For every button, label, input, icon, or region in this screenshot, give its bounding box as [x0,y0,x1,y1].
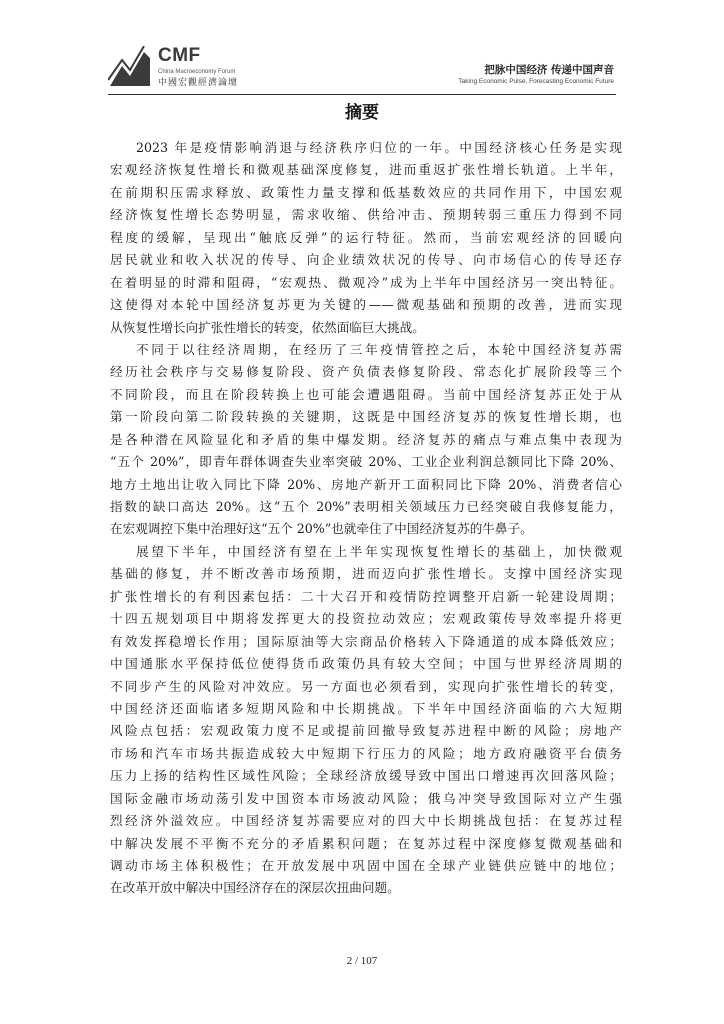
text-line: 扩张性增长的有利因素包括：二十大召开和疫情防控调整开启新一轮建设周期； [110,588,622,604]
text-line: 经济恢复性增长态势明显，需求收缩、供给冲击、预期转弱三重压力得到不同 [110,207,622,223]
text-line: 程度的缓解，呈现出“触底反弹”的运行特征。然而，当前宏观经济的回暖向 [110,229,622,245]
text-line: 压力上扬的结构性区域性风险；全球经济放缓导致中国出口增速再次回落风险； [110,768,622,784]
text-line: 在着明显的时滞和阻碍，“宏观热、微观冷”成为上半年中国经济另一突出特征。 [110,274,622,290]
slogan-english: Taking Economic Pulse, Forecasting Economic Future [458,78,614,85]
text-line: 是各种潜在风险显化和矛盾的集中爆发期。经济复苏的痛点与难点集中表现为 [110,431,622,447]
text-line: 不同步产生的风险对冲效应。另一方面也必须看到，实现向扩张性增长的转变， [110,678,622,694]
text-line: 风险点包括：宏观政策力度不足或提前回撤导致复苏进程中断的风险；房地产 [110,723,622,739]
paragraph-3 [110,541,622,900]
text-line: 在宏观调控下集中治理好这“五个 20%”也就牵住了中国经济复苏的牛鼻子。 [110,521,533,537]
text-line: 2023 年是疫情影响消退与经济秩序归位的一年。中国经济核心任务是实现 [136,140,622,155]
cmf-logo-mark-icon [108,46,152,90]
text-line: 在前期积压需求释放、政策性力量支撑和低基数效应的共同作用下，中国宏观 [110,184,622,200]
text-line: 不同阶段，而且在阶段转换上也可能会遭遇阻碍。当前中国经济复苏正处于从 [110,386,622,402]
header-slogan [458,64,614,86]
abstract-body [110,137,622,900]
text-line: 中国通胀水平保持低位使得货币政策仍具有较大空间；中国与世界经济周期的 [110,656,622,672]
text-line: 市场和汽车市场共振造成较大中短期下行压力的风险；地方政府融资平台债务 [110,745,622,761]
text-line: 这使得对本轮中国经济复苏更为关键的——微观基础和预期的改善，进而实现 [110,297,622,313]
text-line: 调动市场主体积极性；在开放发展中巩固中国在全球产业链供应链中的地位； [110,858,622,873]
paragraph-1 [110,137,622,339]
text-line: 烈经济外溢效应。中国经济复苏需要应对的四大中长期挑战包括：在复苏过程 [110,813,622,829]
text-line: 中国经济还面临诸多短期风险和中长期挑战。下半年中国经济面临的六大短期 [110,700,622,716]
text-line: 第一阶段向第二阶段转换的关键期，这既是中国经济复苏的恢复性增长期，也 [110,409,622,425]
logo-chinese-name: 中國宏觀經濟論壇 [158,78,239,88]
logo-abbreviation: CMF [158,45,201,66]
cmf-logo [108,44,268,94]
text-line: 宏观经济恢复性增长和微观基础深度修复，进而重返扩张性增长轨道。上半年， [110,162,622,178]
text-line: “五个 20%”，即青年群体调查失业率突破 20%、工业企业利润总额同比下降 20%、 [110,454,622,470]
page-number: 2 / 107 [346,955,378,967]
text-line: 十四五规划项目中期将发挥更大的投资拉动效应；宏观政策传导效率提升将更 [110,611,622,627]
page-header [0,0,724,100]
slogan-chinese: 把脉中国经济 传递中国声音 [484,64,614,76]
text-line: 中解决发展不平衡不充分的矛盾累积问题；在复苏过程中深度修复微观基础和 [110,835,622,851]
text-line: 基础的修复，并不断改善市场预期，进而迈向扩张性增长。支撑中国经济实现 [110,566,622,582]
text-line: 居民就业和收入状况的传导、向企业绩效状况的传导、向市场信心的传导还存 [110,252,622,268]
text-line: 在改革开放中解决中国经济存在的深层次扭曲问题。 [110,880,400,896]
text-line: 展望下半年，中国经济有望在上半年实现恢复性增长的基础上，加快微观 [136,543,622,559]
text-line: 有效发挥稳增长作用；国际原油等大宗商品价格转入下降通道的成本降低效应； [110,633,622,649]
text-line: 指数的缺口高达 20%。这“五个 20%”表明相关领域压力已经突破自我修复能力， [110,499,622,514]
header-divider [108,94,616,95]
text-line: 不同于以往经济周期，在经历了三年疫情管控之后，本轮中国经济复苏需 [136,341,622,357]
paragraph-2 [110,339,622,541]
text-line: 经历社会秩序与交易修复阶段、资产负债表修复阶段、常态化扩展阶段等三个 [110,364,622,380]
text-line: 地方土地出让收入同比下降 20%、房地产新开工面积同比下降 20%、消费者信心 [110,476,622,492]
text-line: 从恢复性增长向扩张性增长的转变，依然面临巨大挑战。 [110,319,425,335]
text-line: 国际金融市场动荡引发中国资本市场波动风险；俄乌冲突导致国际对立产生强 [110,790,622,806]
page-title: 摘要 [345,103,379,123]
logo-english-name: China Macroeconomy Forum [158,69,236,75]
